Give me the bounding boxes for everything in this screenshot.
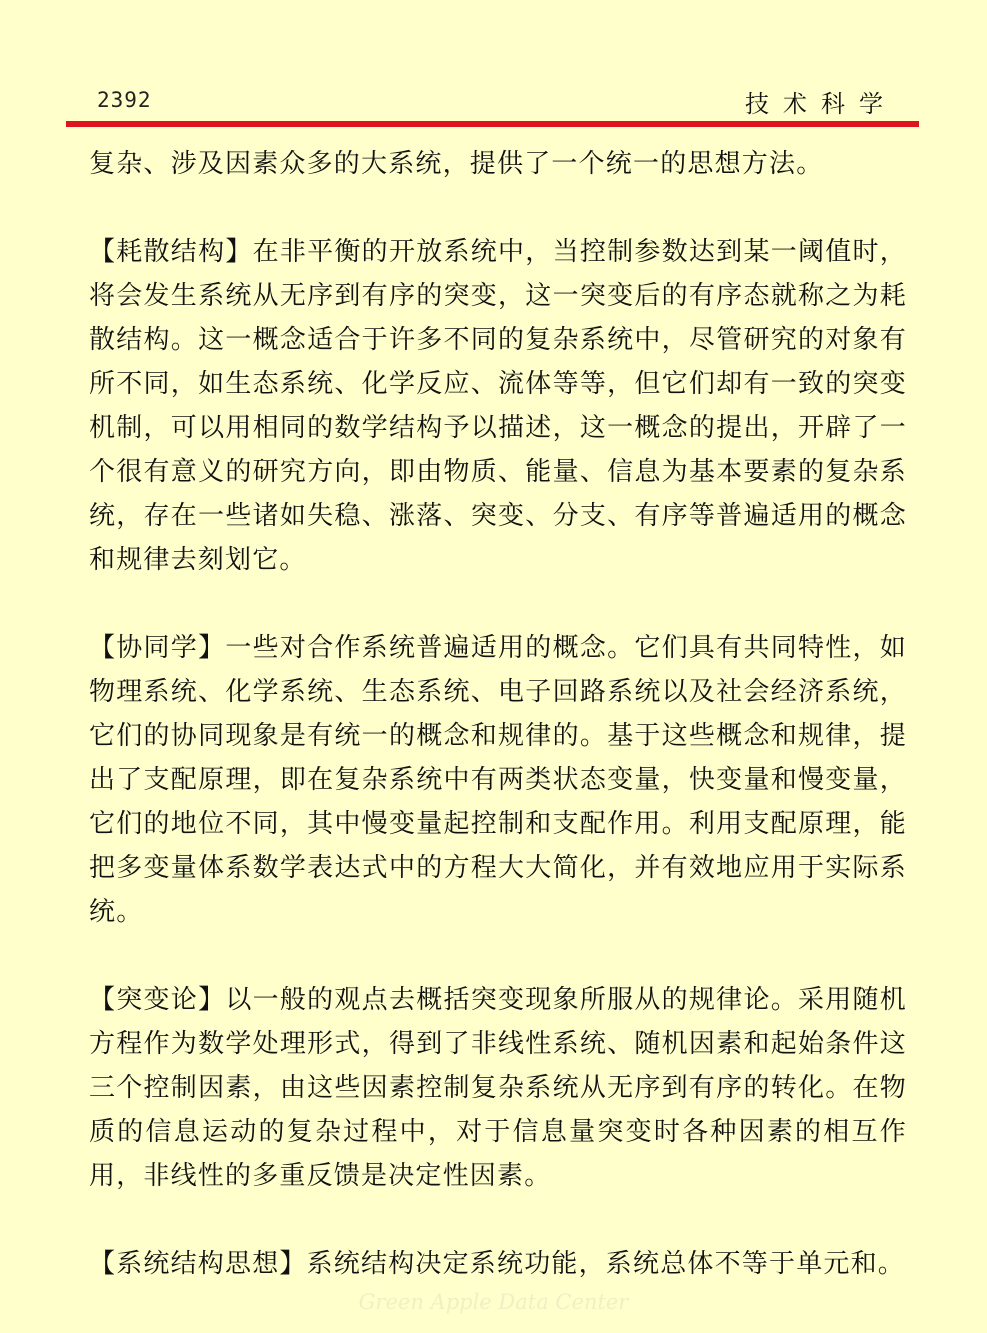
paragraph-continuation: 复杂、涉及因素众多的大系统，提供了一个统一的思想方法。	[89, 149, 824, 179]
header-rule	[66, 121, 919, 127]
paragraph-dissipative-structure: 【耗散结构】在非平衡的开放系统中，当控制参数达到某一阈值时，将会发生系统从无序到有序的突变，这一突变后的有序态就称之为耗散结构。这一概念适合于许多不同的复杂系统中，尽管研究的对象有所不同，如生态系统、化学反应、流体等等，但它们却有一致的突变机制，可以用相同的数学结构予以描述，这一概念的提出，开辟了一个很有意义的研究方向，即由物质、能量、信息为基本要素的复杂系统，存在一些诸如失稳、涨落、突变、分支、有序等普遍适用的概念和规律去刻划它。	[89, 237, 907, 575]
paragraph-system-structure: 【系统结构思想】系统结构决定系统功能，系统总体不等于单元和。	[89, 1249, 906, 1279]
page-number: 2392	[97, 88, 152, 112]
watermark: Green Apple Data Center	[358, 1290, 629, 1314]
paragraph-catastrophe-theory: 【突变论】以一般的观点去概括突变现象所服从的规律论。采用随机方程作为数学处理形式，得到了非线性系统、随机因素和起始条件这三个控制因素，由这些因素控制复杂系统从无序到有序的转化。在物质的信息运动的复杂过程中，对于信息量突变时各种因素的相互作用，非线性的多重反馈是决定性因素。	[89, 985, 907, 1191]
journal-name: 技术科学	[745, 90, 897, 118]
article-body	[89, 142, 907, 1286]
paragraph-synergetics: 【协同学】一些对合作系统普遍适用的概念。它们具有共同特性，如物理系统、化学系统、生态系统、电子回路系统以及社会经济系统，它们的协同现象是有统一的概念和规律的。基于这些概念和规律，提出了支配原理，即在复杂系统中有两类状态变量，快变量和慢变量，它们的地位不同，其中慢变量起控制和支配作用。利用支配原理，能把多变量体系数学表达式中的方程大大简化，并有效地应用于实际系统。	[89, 633, 907, 927]
